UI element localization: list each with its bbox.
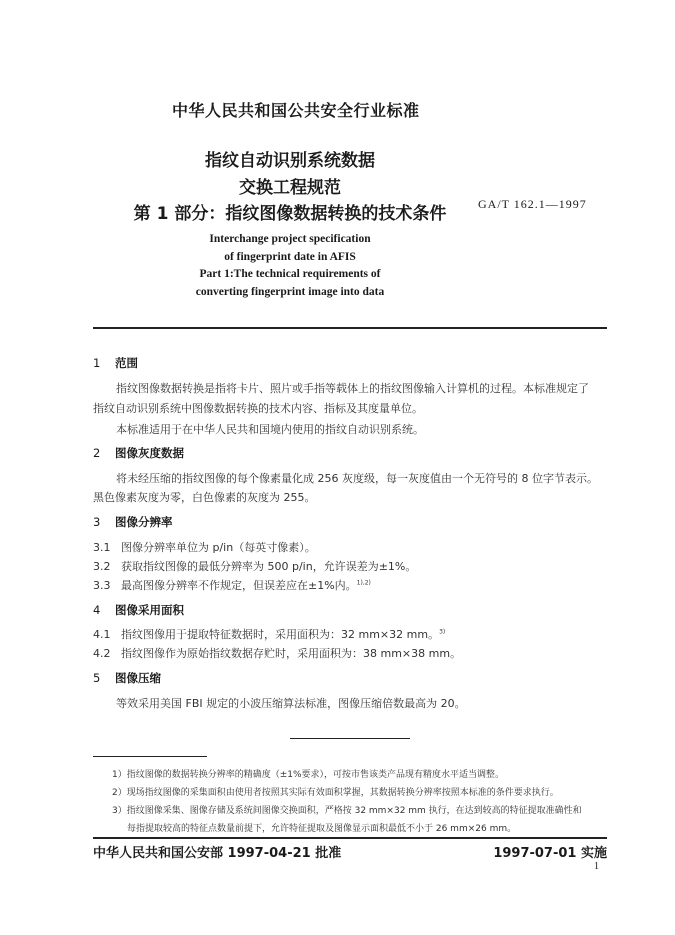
footnote-ref: 3) [439,628,446,636]
footer-divider [93,837,607,839]
end-of-text-rule [290,738,410,739]
clause: 4.2 指纹图像作为原始指纹数据存贮时，采用面积为：38 mm×38 mm。 [93,647,462,660]
paragraph: 将未经压缩的指纹图像的每个像素量化成 256 灰度级，每一灰度值由一个无符号的 8 位字节表示。 [116,472,598,485]
section-heading: 4 图像采用面积 [93,603,184,617]
section-heading: 2 图像灰度数据 [93,446,184,460]
title-line-2: 交换工程规范 [239,178,341,198]
english-title-line: Interchange project specification [209,233,371,245]
english-title-line: of fingerprint date in AFIS [224,251,356,263]
footnote-ref: 1),2) [356,579,371,587]
standard-code: GA/T 162.1—1997 [478,197,587,211]
footnote: 2）现场指纹图像的采集面积由使用者按照其实际有效面积掌握，其数据转换分辨率按照本标准的条件要求执行。 [112,788,559,798]
paragraph: 等效采用美国 FBI 规定的小波压缩算法标准，图像压缩倍数最高为 20。 [116,697,466,710]
footnote-divider [93,756,207,757]
title-line-1: 指纹自动识别系统数据 [205,151,375,171]
clause: 3.1 图像分辨率单位为 p/in（每英寸像素）。 [93,541,316,554]
title-line-3: 第 1 部分：指纹图像数据转换的技术条件 [133,204,447,224]
section-heading: 5 图像压缩 [93,671,161,685]
section-heading: 3 图像分辨率 [93,515,173,529]
header-divider [93,327,607,329]
clause: 3.2 获取指纹图像的最低分辨率为 500 p/in，允许误差为±1%。 [93,560,417,573]
section-heading: 1 范围 [93,356,138,370]
footnote: 每指提取较高的特征点数量前提下，允许特征提取及图像显示面积最低不小于 26 mm×26 mm。 [127,824,517,834]
english-title-line: converting fingerprint image into data [195,286,385,298]
paragraph: 指纹自动识别系统中图像数据转换的技术内容、指标及其度量单位。 [93,402,423,415]
clause: 3.3 最高图像分辨率不作规定，但误差应在±1%内。$^{1),2)}$ [93,579,371,592]
approval-date: 中华人民共和国公安部 1997-04-21 批准 [93,846,342,861]
effective-date: 1997-07-01 实施 [493,846,607,861]
paragraph: 本标准适用于在中华人民共和国境内使用的指纹自动识别系统。 [116,423,424,436]
footnote: 3）指纹图像采集、图像存储及系统间图像交换面积，严格按 32 mm×32 mm 执行，在达到较高的特征提取准确性和 [112,806,582,816]
footnote: 1）指纹图像的数据转换分辨率的精确度（±1%要求），可按市售该类产品现有精度水平适当调整。 [112,770,505,780]
paragraph: 黑色像素灰度为零，白色像素的灰度为 255。 [93,491,316,504]
page-number: 1 [594,861,599,872]
paragraph: 指纹图像数据转换是指将卡片、照片或手指等载体上的指纹图像输入计算机的过程。本标准规定了 [116,382,589,395]
clause: 4.1 指纹图像用于提取特征数据时，采用面积为：32 mm×32 mm。$^{3)}$ [93,628,446,641]
english-title-line: Part 1:The technical requirements of [199,268,381,280]
standard-category-header: 中华人民共和国公共安全行业标准 [172,101,420,120]
